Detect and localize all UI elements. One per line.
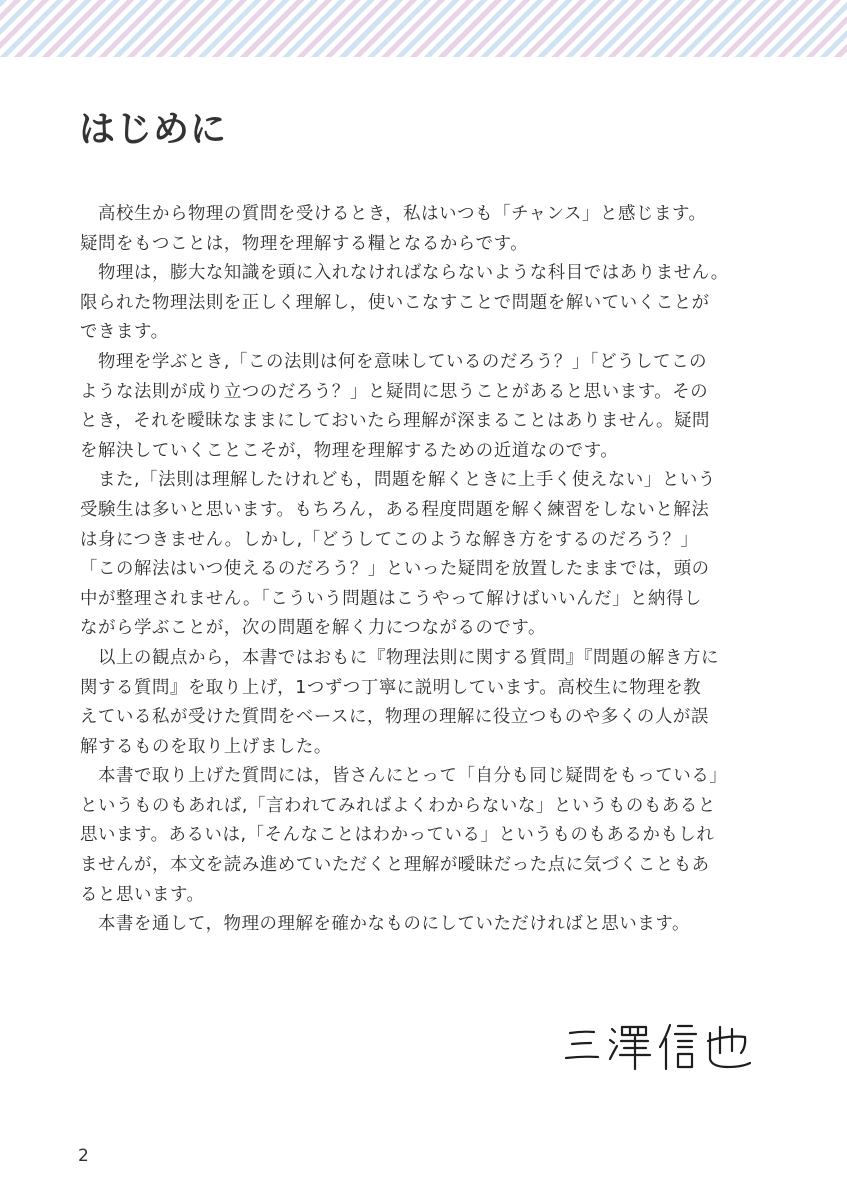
text-line: 以上の観点から，本書ではおもに『物理法則に関する質問』『問題の解き方に [80,647,719,668]
text-line: えている私が受けた質問をベースに，物理の理解に役立つものや多くの人が誤 [80,707,709,728]
text-line: ながら学ぶことが，次の問題を解く力につながるのです。 [80,618,547,639]
text-line: を解決していくことこそが，物理を理解するための近道なのです。 [80,440,619,461]
text-line: ませんが，本文を読み進めていただくと理解が曖昧だった点に気づくこともあ [80,855,710,876]
text-line: 物理を学ぶとき,「この法則は何を意味しているのだろう？」「どうしてこの [80,351,708,372]
paragraph [80,644,740,762]
text-line: 解するものを取り上げました。 [80,736,332,757]
page-number: 2 [78,1146,89,1166]
body-text [80,200,740,940]
text-line: ような法則が成り立つのだろう？」と疑問に思うことがあると思います。その [80,381,709,402]
page-title: はじめに [79,109,228,150]
paragraph [80,259,740,348]
text-line: とき，それを曖昧なままにしておいたら理解が深まることはありません。疑問 [80,411,711,432]
text-line: というものもあれば,「言われてみればよくわからないな」というものもあると [80,795,716,816]
text-line: 本書を通して，物理の理解を確かなものにしていただければと思います。 [80,914,690,935]
text-line: 限られた物理法則を正しく理解し，使いこなすことで問題を解いていくことが [80,292,710,313]
text-line: 疑問をもつことは，物理を理解する糧となるからです。 [80,233,529,254]
text-line: 中が整理されません。「こういう問題はこうやって解けばいいんだ」と納得し [80,588,703,609]
text-line: できます。 [80,322,169,343]
text-line: 本書で取り上げた質問には，皆さんにとって「自分も同じ疑問をもっている」 [80,766,728,787]
text-line: 物理は，膨大な知識を頭に入れなければならないような科目ではありません。 [80,263,729,284]
text-line: ると思います。 [80,884,205,905]
paragraph [80,910,740,940]
paragraph [80,200,740,259]
paragraph [80,466,740,644]
text-line: は身につきません。しかし,「どうしてこのような解き方をするのだろう？」 [80,529,699,550]
text-line: 思います。あるいは,「そんなことはわかっている」というものもあるかもしれ [80,825,715,846]
author-signature [560,1013,760,1073]
text-line: 高校生から物理の質問を受けるとき，私はいつも「チャンス」と感じます。 [80,204,707,224]
text-line: 受験生は多いと思います。もちろん，ある程度問題を解く練習をしないと解法 [80,499,710,520]
text-line: また,「法則は理解したけれども，問題を解くときに上手く使えない」という [80,470,716,491]
decorative-stripe-band [0,0,847,57]
paragraph [80,762,740,910]
text-line: 「この解法はいつ使えるのだろう？」といった疑問を放置したままでは，頭の [80,559,710,580]
paragraph [80,348,740,466]
text-line: 関する質問』を取り上げ，1つずつ丁寧に説明しています。高校生に物理を教 [80,677,702,698]
